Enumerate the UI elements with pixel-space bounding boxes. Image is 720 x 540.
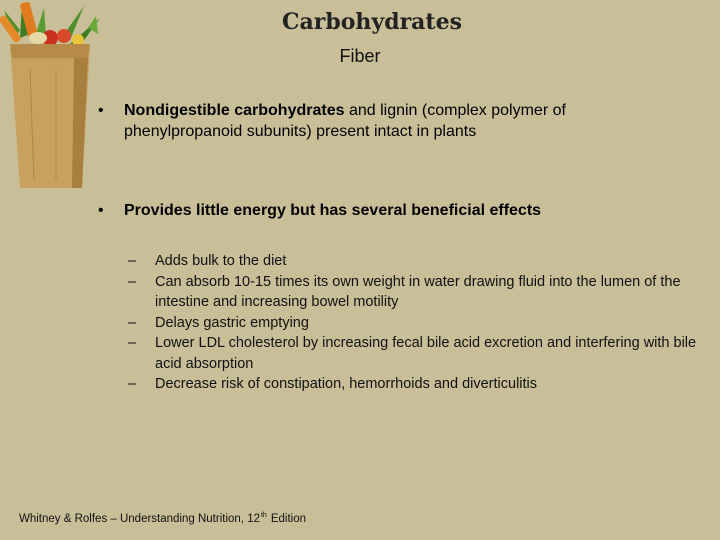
bullet-marker: • [98,102,104,119]
sub-bullet-item [128,374,698,395]
sub-bullet-item [128,251,698,272]
sub-bullet-marker: – [128,253,137,269]
slide-title: Carbohydrates [282,9,462,35]
sub-bullet-list [128,251,698,395]
sub-bullet-marker: – [128,273,137,290]
sub-bullet-marker: – [128,335,137,351]
grocery-bag-illustration [0,0,106,190]
bullet-marker: • [98,202,104,219]
sub-bullet-text: Adds bulk to the diet [155,253,287,269]
footer-edition: Edition [270,513,306,525]
bullet-text [124,200,684,221]
sub-bullet-item [128,272,698,313]
slide-subtitle: Fiber [339,46,381,66]
sub-bullet-marker: – [128,376,137,392]
bullet-rest-text: and lignin (complex polymer of phenylpropanoid subunits) present intact in plants [124,102,566,140]
sub-bullet-item [128,333,698,374]
sub-bullet-text: Lower LDL cholesterol by increasing fecal bile acid excretion and interfering with bile acid absorption [155,335,697,372]
bullet-bold-text: Provides little energy but has several beneficial effects [124,202,542,219]
sub-bullet-item [128,313,698,334]
bullet-bold-text: Nondigestible carbohydrates [124,102,345,119]
footer-superscript: th [260,512,267,519]
sub-bullet-marker: – [128,314,137,331]
citation-footer [19,512,306,525]
bullet-text [124,100,684,142]
sub-bullet-text: Delays gastric emptying [155,314,309,331]
sub-bullet-text: Can absorb 10-15 times its own weight in water drawing fluid into the lumen of the intestine and increasing bowel motility [155,273,681,310]
sub-bullet-text: Decrease risk of constipation, hemorrhoids and diverticulitis [155,376,538,392]
footer-text: Whitney & Rolfes – Understanding Nutrition, 12 [19,513,260,525]
